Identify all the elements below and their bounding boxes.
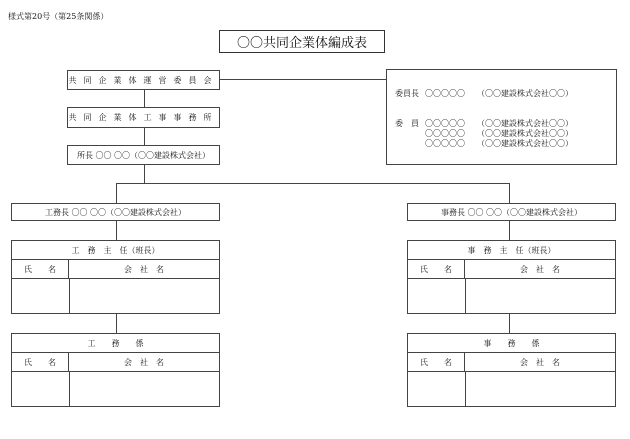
company-header — [69, 260, 219, 279]
construction-head-label: 工務長 〇〇 〇〇（〇〇建設株式会社） — [44, 207, 187, 217]
office-head-box — [407, 203, 616, 221]
office-staff-title: 事 務 係 — [483, 338, 540, 348]
connector-line — [144, 128, 145, 145]
table-title — [408, 241, 615, 260]
page-title: 〇〇共同企業体編成表 — [219, 30, 385, 53]
office-head-label: 事務長 〇〇 〇〇（〇〇建設株式会社） — [440, 207, 583, 217]
company-header — [69, 353, 219, 372]
connector-line — [116, 221, 117, 240]
member-label: 委 員 — [395, 119, 419, 128]
office-staff-table — [407, 333, 616, 407]
joint-committee-label: 共同企業体運営委員会 — [68, 75, 219, 85]
member-name: 〇〇〇〇〇 — [425, 139, 465, 148]
company-header-label: 会 社 名 — [520, 357, 560, 367]
connector-line — [509, 314, 510, 333]
connector-line — [509, 183, 510, 203]
construction-staff-title: 工 務 係 — [87, 338, 144, 348]
chair-label: 委員長 — [395, 89, 419, 98]
name-header — [408, 260, 465, 279]
connector-line — [144, 90, 145, 107]
director-label: 所長 〇〇 〇〇（〇〇建設株式会社） — [76, 150, 211, 160]
joint-committee-box — [67, 70, 220, 90]
table-title — [12, 334, 219, 353]
member-name: 〇〇〇〇〇 — [425, 119, 465, 128]
column-divider — [465, 279, 466, 313]
form-number: 様式第20号（第25条関係） — [8, 12, 109, 21]
company-header — [465, 353, 615, 372]
joint-office-box — [67, 107, 220, 128]
connector-line — [144, 165, 145, 183]
connector-line — [116, 314, 117, 333]
name-header-label: 氏 名 — [420, 264, 452, 274]
connector-line — [116, 183, 510, 184]
company-header-label: 会 社 名 — [520, 264, 560, 274]
member-company: （〇〇建設株式会社〇〇） — [477, 139, 573, 148]
company-header-label: 会 社 名 — [124, 357, 164, 367]
office-chief-table — [407, 240, 616, 314]
construction-chief-title: 工 務 主 任（班長） — [71, 245, 160, 255]
member-company: （〇〇建設株式会社〇〇） — [477, 129, 573, 138]
joint-office-label: 共同企業体工事事務所 — [68, 113, 219, 122]
table-title — [12, 241, 219, 260]
name-header — [408, 353, 465, 372]
construction-staff-table — [11, 333, 220, 407]
name-header-label: 氏 名 — [24, 357, 56, 367]
office-chief-title: 事 務 主 任（班長） — [467, 245, 556, 255]
member-company: （〇〇建設株式会社〇〇） — [477, 119, 573, 128]
name-header-label: 氏 名 — [24, 264, 56, 274]
committee-members-box — [386, 69, 617, 165]
connector-line — [116, 183, 117, 203]
table-title — [408, 334, 615, 353]
column-divider — [69, 372, 70, 406]
name-header-label: 氏 名 — [420, 357, 452, 367]
connector-line — [509, 221, 510, 240]
company-header — [465, 260, 615, 279]
column-divider — [465, 372, 466, 406]
member-name: 〇〇〇〇〇 — [425, 129, 465, 138]
name-header — [12, 353, 69, 372]
name-header — [12, 260, 69, 279]
chair-company: （〇〇建設株式会社〇〇） — [477, 89, 573, 98]
construction-chief-table — [11, 240, 220, 314]
company-header-label: 会 社 名 — [124, 264, 164, 274]
column-divider — [69, 279, 70, 313]
chair-name: 〇〇〇〇〇 — [425, 89, 465, 98]
construction-head-box — [11, 203, 220, 221]
director-box — [67, 145, 220, 165]
connector-line — [220, 79, 386, 80]
